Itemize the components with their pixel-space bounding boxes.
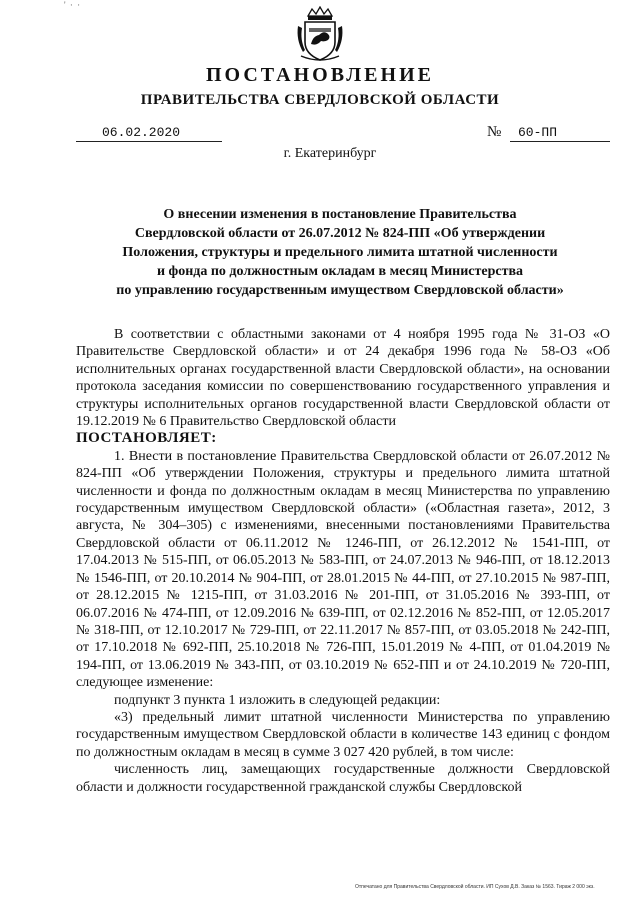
title-line: Свердловской области от 26.07.2012 № 824-ПП «Об утверждении (134, 226, 546, 241)
number-label: № (487, 124, 502, 140)
title-line: и фонда по должностным окладам в месяц Министерства (156, 264, 524, 279)
title-line: О внесении изменения в постановление Правительства (163, 207, 517, 222)
document-body (76, 326, 610, 796)
quoted-provision-paragraph: «3) предельный лимит штатной численности Министерства по управлению государственным имуществом Свердловской области в количестве 143 единиц с фондом по должностным окладам в месяц в сумме 3 027 420 рублей, в том числе: (76, 709, 610, 760)
scan-corner-mark: ' · · (64, 0, 82, 10)
decree-word: ПОСТАНОВЛЯЕТ: (76, 430, 217, 447)
printing-footer-note: Отпечатано для Правительства Свердловской области. ИП Сухов Д.В. Заказ № 1563. Тираж 2 000 экз. (355, 884, 595, 890)
title-line: Положения, структуры и предельного лимита штатной численности (122, 245, 558, 260)
document-date: 06.02.2020 (76, 124, 222, 142)
title-line: по управлению государственным имуществом Свердловской области» (116, 283, 564, 298)
city-line: г. Екатеринбург (283, 146, 377, 161)
subitem-intro-paragraph: подпункт 3 пункта 1 изложить в следующей редакции: (114, 692, 441, 708)
preamble-paragraph: В соответствии с областными законами от 4 ноября 1995 года № 31-ОЗ «О Правительстве Свердловской области» и от 24 декабря 1996 года № 58-ОЗ «Об исполнительных органах государственной власти Свердловской области», на основании протокола заседания комиссии по совершенствованию государственного управления и структуры исполнительных органов государственной власти Свердловской области от 19.12.2019 № 6 Правительство Свердловской области (76, 327, 610, 430)
issuer-heading: ПРАВИТЕЛЬСТВА СВЕРДЛОВСКОЙ ОБЛАСТИ (140, 92, 500, 108)
item-1-paragraph: 1. Внести в постановление Правительства Свердловской области от 26.07.2012 № 824-ПП «Об утверждении Положения, структуры и предельного лимита штатной численности и фонда по должностным окладам в месяц Министерства по управлению государственным имуществом Свердловской области» («Областная газета», 2012, 3 августа, № 304–305) с изменениями, внесенными постановлениями Правительства Свердловской области от 06.11.2012 № 1246-ПП, от 26.12.2012 № 1541-ПП, от 17.04.2013 № 515-ПП, от 06.05.2013 № 583-ПП, от 24.07.2013 № 946-ПП, от 18.12.2013 № 1546-ПП, от 20.10.2014 № 904-ПП, от 28.01.2015 № 44-ПП, от 27.10.2015 № 987-ПП, от 28.12.2015 № 1215-ПП, от 31.03.2016 № 201-ПП, от 31.05.2016 № 393-ПП, от 06.07.2016 № 474-ПП, от 12.09.2016 № 639-ПП, от 02.12.2016 № 852-ПП, от 12.05.2017 № 318-ПП, от 12.10.2017 № 729-ПП, от 22.11.2017 № 857-ПП, от 03.05.2018 № 242-ПП, от 17.10.2018 № 692-ПП, 25.10.2018 № 726-ПП, 15.01.2019 № 4-ПП, от 01.04.2019 № 194-ПП, от 13.06.2019 № 343-ПП, от 03.10.2019 № 652-ПП и от 24.10.2019 № 720-ПП, следующее изменение: (76, 448, 610, 691)
document-type-heading: ПОСТАНОВЛЕНИЕ (206, 64, 434, 86)
resolution-title (76, 205, 604, 300)
coat-of-arms-icon (295, 6, 345, 64)
continuation-paragraph: численность лиц, замещающих государственные должности Свердловской области и должности государственной гражданской службы Свердловской (76, 762, 610, 795)
document-number: 60-ПП (510, 124, 610, 142)
